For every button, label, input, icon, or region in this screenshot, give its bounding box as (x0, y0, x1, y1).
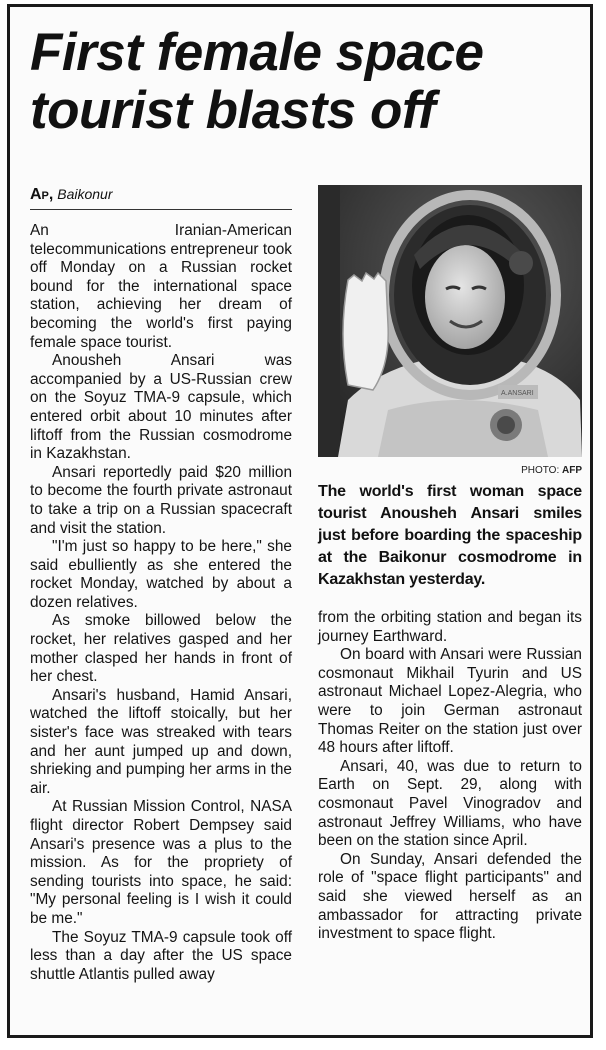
article-column-1 (30, 222, 292, 984)
paragraph: Anousheh Ansari was accompanied by a US-Russian crew on the Soyuz TMA-9 capsule, which entered orbit about 10 minutes after liftoff from the Russian cosmodrome in Kazakhstan. (30, 352, 292, 463)
paragraph: Ansari reportedly paid $20 million to become the fourth private astronaut to take a trip on a Russian spacecraft and visit the station. (30, 463, 292, 537)
astronaut-photo (318, 185, 582, 457)
paragraph: Ansari's husband, Hamid Ansari, watched the liftoff stoically, but her sister's face was streaked with tears and her aunt jumped up and down, shrieking and pumping her arms in the air. (30, 686, 292, 797)
headline: First female space tourist blasts off (30, 23, 484, 140)
paragraph: Ansari, 40, was due to return to Earth on Sept. 29, along with cosmonaut Pavel Vinogradov and astronaut Jeffrey Williams, who have been on the station since April. (318, 757, 582, 850)
byline-place: Baikonur (57, 186, 113, 202)
photo-credit (318, 465, 582, 476)
article-column-2 (318, 609, 582, 944)
paragraph: The Soyuz TMA-9 capsule took off less than a day after the US space shuttle Atlantis pulled away (30, 928, 292, 983)
paragraph: An Iranian-American telecommunications entrepreneur took off Monday on a Russian rocket bound for the international space station, achieving her dream of becoming the world's first paying female space tourist. (30, 222, 292, 351)
paragraph: from the orbiting station and began its journey Earthward. (318, 609, 582, 645)
photo-caption: The world's first woman space tourist Anousheh Ansari smiles just before boarding the spaceship at the Baikonur cosmodrome in Kazakhstan yesterday. (318, 483, 582, 588)
svg-text:A.ANSARI: A.ANSARI (501, 390, 534, 397)
paragraph: As smoke billowed below the rocket, her relatives gasped and her mother clasped her hands in front of her chest. (30, 612, 292, 686)
paragraph: "I'm just so happy to be here," she said ebulliently as she entered the rocket Monday, watched by about a dozen relatives. (30, 538, 292, 611)
paragraph: At Russian Mission Control, NASA flight director Robert Dempsey said Ansari's presence was a plus to the mission. As for the propriety of sending tourists into space, he said: "My personal feeling is I wish it could be me." (30, 798, 292, 927)
byline-agency: Ap, (30, 186, 54, 203)
paragraph: On board with Ansari were Russian cosmonaut Mikhail Tyurin and US astronaut Michael Lopez-Alegria, who were to join German astronaut Thomas Reiter on the station just over 48 hours after liftoff. (318, 646, 582, 757)
photo-credit-label: PHOTO: (521, 465, 560, 476)
byline (30, 186, 292, 210)
paragraph: On Sunday, Ansari defended the role of "space flight participants" and said she viewed herself as an ambassador for attracting private investment to space flight. (318, 850, 582, 943)
photo-credit-source: AFP (562, 465, 582, 476)
